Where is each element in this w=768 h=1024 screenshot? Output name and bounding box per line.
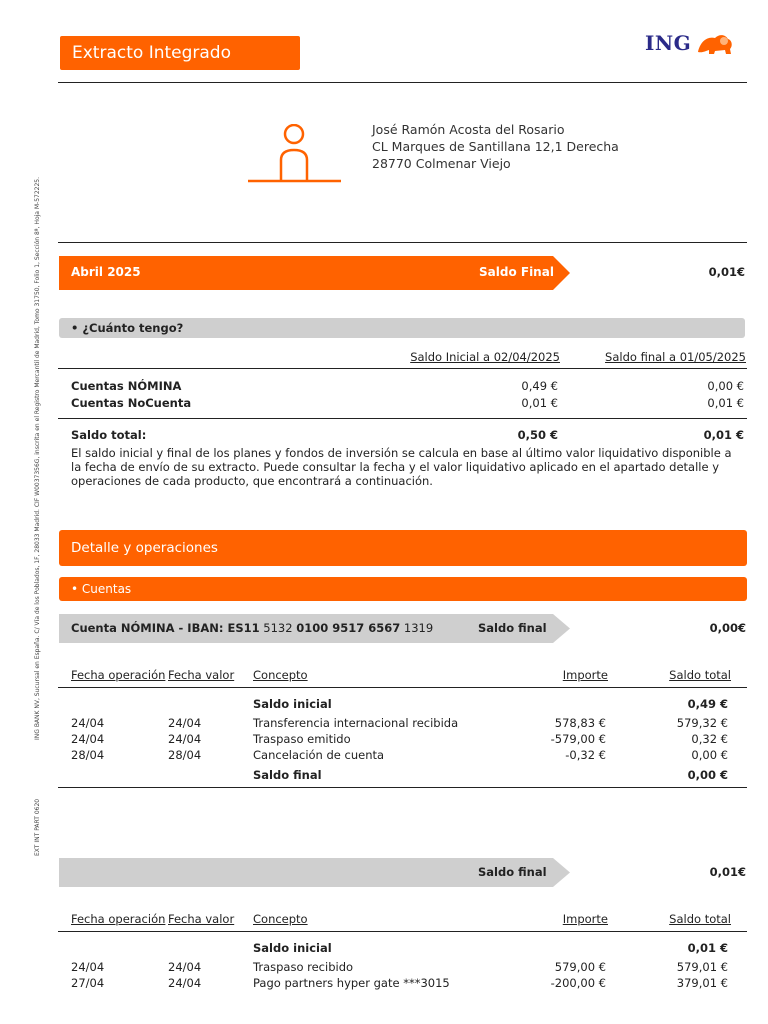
- customer-name: José Ramón Acosta del Rosario: [372, 122, 565, 137]
- account1-saldo-label: Saldo final: [478, 621, 547, 635]
- account2-opening-label: Saldo inicial: [253, 941, 332, 955]
- col-importe: Importe: [562, 912, 608, 926]
- person-icon: [248, 124, 342, 184]
- row-nocuenta-final: 0,01 €: [707, 396, 744, 410]
- account2-table-top: [58, 931, 747, 932]
- table-row-val: 28/04: [168, 748, 202, 762]
- table-row-saldo: 0,32 €: [691, 732, 728, 746]
- row-nomina-final: 0,00 €: [707, 379, 744, 393]
- table-row-importe: -579,00 €: [550, 732, 606, 746]
- account2-opening-value: 0,01 €: [687, 941, 728, 955]
- address-line-1: CL Marques de Santillana 12,1 Derecha: [372, 139, 619, 154]
- logo-text: ING: [645, 31, 692, 55]
- legal-text: ING BANK NV, Sucursal en España. C/ Vía de los Poblados, 1F, 28033 Madrid. CIF W0037356G, inscrita en el Registro Mercantil de Madrid, Tomo 31750, Folio 1, Sección 8ª, Hoja M-572225.: [34, 176, 41, 740]
- table-row-val: 24/04: [168, 732, 202, 746]
- row-nocuenta-initial: 0,01 €: [521, 396, 558, 410]
- account1-opening-value: 0,49 €: [687, 697, 728, 711]
- account1-table-bottom: [58, 787, 747, 788]
- table-row-concepto: Traspaso recibido: [253, 960, 354, 974]
- col-saldo-total: Saldo total: [669, 668, 731, 682]
- table-row-saldo: 579,01 €: [676, 960, 728, 974]
- table-row-concepto: Transferencia internacional recibida: [253, 716, 459, 730]
- col-saldo-total: Saldo total: [669, 912, 731, 926]
- account1-saldo: 0,00€: [709, 621, 746, 635]
- col-fecha-valor: Fecha valor: [168, 668, 235, 682]
- table-row-importe: 578,83 €: [554, 716, 606, 730]
- account1-iban-mid: 5132: [263, 621, 293, 635]
- cuanto-heading: • ¿Cuánto tengo?: [59, 318, 745, 338]
- col-initial-header: Saldo Inicial a 02/04/2025: [410, 350, 560, 364]
- table-row-saldo: 379,01 €: [676, 976, 728, 990]
- account1-prefix: Cuenta NÓMINA - IBAN: ES11: [71, 621, 260, 635]
- customer-address: [372, 121, 619, 172]
- header-divider: [58, 82, 747, 83]
- account1-iban-bold: 0100 9517 6567: [296, 621, 401, 635]
- statement-title: Extracto Integrado: [60, 36, 300, 70]
- row-nocuenta-name: Cuentas NoCuenta: [71, 396, 192, 410]
- table-row-importe: 579,00 €: [554, 960, 606, 974]
- account1-closing-value: 0,00 €: [687, 768, 728, 782]
- total-final: 0,01 €: [703, 428, 744, 442]
- account1-iban-end: 1319: [403, 621, 434, 635]
- total-initial: 0,50 €: [517, 428, 558, 442]
- table-row-concepto: Cancelación de cuenta: [253, 748, 385, 762]
- account1-label: [71, 621, 433, 635]
- address-line-2: 28770 Colmenar Viejo: [372, 156, 511, 171]
- table-row-op: 24/04: [71, 716, 105, 730]
- table-row-concepto: Pago partners hyper gate ***3015: [253, 976, 450, 990]
- customer-divider: [58, 242, 747, 243]
- col-final-header: Saldo final a 01/05/2025: [605, 350, 746, 364]
- table-row-val: 24/04: [168, 960, 202, 974]
- row-nomina-name: Cuentas NÓMINA: [71, 379, 182, 393]
- sidebar-legal: [34, 0, 48, 1024]
- account2-saldo-label: Saldo final: [478, 865, 547, 879]
- table-row-concepto: Traspaso emitido: [253, 732, 351, 746]
- table-row-op: 24/04: [71, 960, 105, 974]
- col-concepto: Concepto: [253, 912, 308, 926]
- col-fecha-valor: Fecha valor: [168, 912, 235, 926]
- account1-opening-label: Saldo inicial: [253, 697, 332, 711]
- table-row-importe: -200,00 €: [550, 976, 606, 990]
- col-concepto: Concepto: [253, 668, 308, 682]
- valuation-note: El saldo inicial y final de los planes y fondos de inversión se calcula en base al último valor liquidativo disponible a la fecha de envío de su extracto. Puede consultar la fecha y el valor liquidativo aplicado en el apartado detalle y operaciones de cada producto, que encontrará a continuación.: [71, 446, 732, 488]
- table-row-saldo: 0,00 €: [691, 748, 728, 762]
- summary-period: Abril 2025: [71, 265, 141, 279]
- table-row-op: 28/04: [71, 748, 105, 762]
- account1-table-top: [58, 687, 747, 688]
- table-row-val: 24/04: [168, 716, 202, 730]
- col-fecha-op: Fecha operación: [71, 668, 166, 682]
- col-importe: Importe: [562, 668, 608, 682]
- table-row-op: 24/04: [71, 732, 105, 746]
- cuentas-subheading: • Cuentas: [59, 577, 747, 601]
- form-code: EXT INT PART 0620: [34, 798, 41, 856]
- detalle-heading: Detalle y operaciones: [59, 530, 747, 566]
- cuanto-divider-top: [58, 368, 747, 369]
- table-row-val: 24/04: [168, 976, 202, 990]
- ing-logo: [645, 28, 735, 58]
- summary-amount: 0,01€: [708, 265, 745, 279]
- row-nomina-initial: 0,49 €: [521, 379, 558, 393]
- table-row-saldo: 579,32 €: [676, 716, 728, 730]
- table-row-importe: -0,32 €: [565, 748, 606, 762]
- summary-label: Saldo Final: [479, 265, 554, 279]
- account1-closing-label: Saldo final: [253, 768, 322, 782]
- table-row-op: 27/04: [71, 976, 105, 990]
- lion-icon: [695, 30, 735, 56]
- account2-saldo: 0,01€: [709, 865, 746, 879]
- cuanto-divider-bottom: [58, 418, 747, 419]
- col-fecha-op: Fecha operación: [71, 912, 166, 926]
- total-label: Saldo total:: [71, 428, 147, 442]
